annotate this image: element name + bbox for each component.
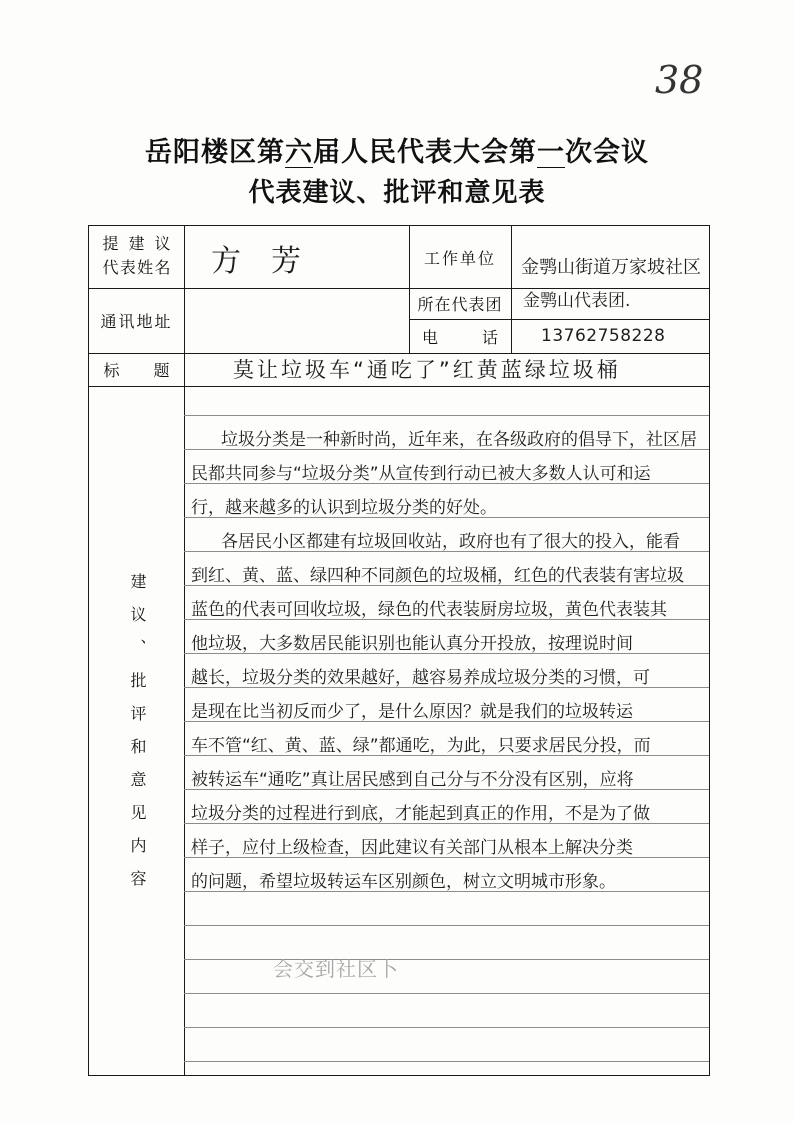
handwritten-note: 会交到社区卜 bbox=[273, 957, 399, 981]
ruled-line bbox=[184, 1027, 709, 1028]
content-line: 被转运车“通吃”真让居民感到自己分与不分没有区别，应将 bbox=[191, 770, 634, 790]
table-line bbox=[184, 226, 185, 1075]
form-table bbox=[88, 225, 710, 1076]
name-label-line1: 提建议 bbox=[102, 236, 171, 253]
document-title bbox=[0, 130, 794, 169]
content-label: 建议、批评和意见内容 bbox=[128, 573, 145, 903]
content-line: 越长，垃圾分类的效果越好，越容易养成垃圾分类的习惯，可 bbox=[191, 668, 650, 688]
content-line: 车不管“红、黄、蓝、绿”都通吃，为此，只要求居民分投，而 bbox=[191, 736, 651, 756]
content-line: 样子，应付上级检查，因此建议有关部门从根本上解决分类 bbox=[191, 838, 633, 858]
content-line: 民都共同参与“垃圾分类”从宣传到行动已被大多数人认可和运 bbox=[191, 464, 651, 484]
content-line: 各居民小区都建有垃圾回收站，政府也有了很大的投入，能看 bbox=[221, 532, 680, 552]
work-unit-value: 金鹗山街道万家坡社区 bbox=[521, 257, 701, 278]
content-line: 是现在比当初反而少了，是什么原因？就是我们的垃圾转运 bbox=[191, 702, 633, 722]
content-line: 到红、黄、蓝、绿四种不同颜色的垃圾桶，红色的代表装有害垃圾 bbox=[191, 566, 684, 586]
ruled-line bbox=[184, 415, 709, 416]
delegation-label: 所在代表团 bbox=[417, 297, 503, 314]
work-unit-label-cell bbox=[409, 226, 511, 288]
title-part: 岳阳楼区第 bbox=[145, 137, 285, 167]
phone-label-cell bbox=[409, 319, 511, 353]
ruled-line bbox=[184, 925, 709, 926]
address-label-cell bbox=[89, 288, 184, 353]
address-value bbox=[184, 288, 409, 353]
table-line bbox=[511, 226, 512, 353]
table-line bbox=[89, 386, 709, 387]
ruled-line bbox=[184, 1061, 709, 1062]
phone-value: 13762758228 bbox=[541, 326, 666, 346]
address-label: 通讯地址 bbox=[100, 314, 173, 331]
subject-value: 莫让垃圾车“通吃了”红黄蓝绿垃圾桶 bbox=[233, 358, 621, 382]
document-subtitle: 代表建议、批评和意见表 bbox=[248, 178, 546, 207]
content-line: 他垃圾，大多数居民能识别也能认真分开投放，按理说时间 bbox=[191, 634, 633, 654]
content-line: 的问题，希望垃圾转运车区别颜色，树立文明城市形象。 bbox=[191, 872, 616, 892]
name-label-line2: 代表姓名 bbox=[102, 260, 171, 277]
subject-label-cell bbox=[89, 353, 184, 386]
subject-label: 标题 bbox=[103, 363, 170, 380]
name-label-cell bbox=[89, 226, 184, 288]
ruled-line bbox=[184, 993, 709, 994]
title-part: 届人民代表大会第 bbox=[313, 137, 537, 167]
phone-label: 电话 bbox=[422, 329, 498, 347]
delegation-label-cell bbox=[409, 288, 511, 319]
work-unit-label: 工作单位 bbox=[423, 250, 496, 268]
delegation-value: 金鹗山代表团. bbox=[523, 291, 631, 311]
title-session-number: 六 bbox=[285, 137, 313, 167]
name-value: 方芳 bbox=[211, 244, 331, 279]
content-line: 行，越来越多的认识到垃圾分类的好处。 bbox=[191, 498, 497, 518]
title-part: 次会议 bbox=[565, 137, 649, 167]
title-meeting-number: 一 bbox=[537, 137, 565, 167]
content-line: 垃圾分类的过程进行到底，才能起到真正的作用，不是为了做 bbox=[191, 804, 650, 824]
content-line: 垃圾分类是一种新时尚，近年来，在各级政府的倡导下，社区居 bbox=[221, 430, 697, 450]
ruled-line bbox=[184, 959, 709, 960]
page-number-mark: 38 bbox=[655, 58, 704, 102]
content-line: 蓝色的代表可回收垃圾，绿色的代表装厨房垃圾，黄色代表装其 bbox=[191, 600, 667, 620]
